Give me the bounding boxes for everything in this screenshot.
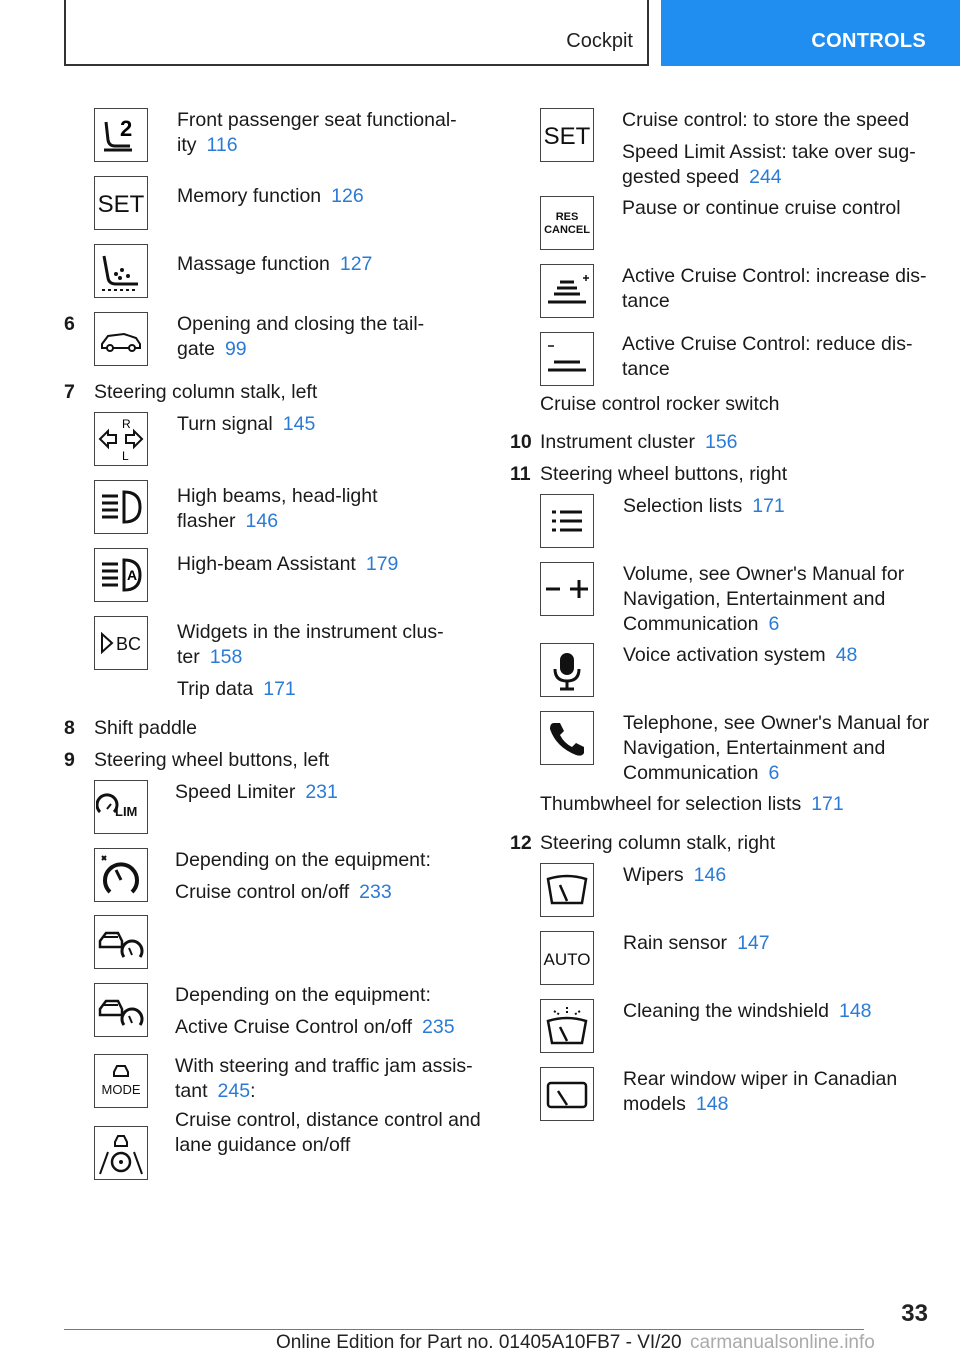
list-item [510,164,930,250]
list-item [510,831,930,856]
item-title: Steering wheel buttons, left [94,749,330,771]
svg-text:2: 2 [120,116,133,141]
left-column [64,108,484,1194]
list-item [510,332,930,386]
page-ref[interactable]: 148 [695,1093,729,1115]
seat-functionality-text: Front passenger seat functional-ity [177,109,457,156]
page-ref[interactable]: 158 [209,646,243,668]
svg-text:R: R [122,417,131,431]
svg-text:A: A [127,567,138,583]
lane-guidance-text: Cruise control, distance control and lane guidance on/off [175,1109,481,1156]
distance-increase-icon [540,264,594,318]
page-ref[interactable]: 145 [282,413,316,435]
list-item [510,392,930,417]
list-item [510,643,930,697]
list-item [64,176,484,230]
list-item [510,462,930,487]
list-item [510,1067,930,1121]
page-ref[interactable]: 146 [693,864,727,886]
footer-rule [64,1329,864,1330]
list-item [64,244,484,298]
edition-text: Online Edition for Part no. 01405A10FB7 - VI/20 [276,1332,682,1353]
right-column [510,108,930,1135]
page-ref[interactable]: 156 [704,431,738,453]
item-number: 7 [64,381,75,403]
auto-icon-label: AUTO [543,950,591,969]
mode-icon [94,1054,148,1108]
set-icon [94,176,148,230]
page-ref[interactable]: 171 [263,678,296,700]
item-number: 11 [510,463,531,485]
page-ref[interactable]: 146 [245,510,279,532]
microphone-icon [540,643,594,697]
res-label: RES [555,211,579,223]
page-ref[interactable]: 6 [768,762,780,784]
header-chapter: CONTROLS [811,30,926,52]
acc-text: Active Cruise Control on/off [175,1016,412,1038]
list-item [510,562,930,637]
page-ref[interactable]: 126 [331,185,364,207]
page-number: 33 [901,1300,928,1327]
page-ref[interactable]: 245 [217,1080,251,1102]
item-title: Steering wheel buttons, right [540,463,788,485]
list-item [510,931,930,985]
selection-lists-text: Selection lists [623,495,743,517]
mode-suffix: : [250,1080,256,1102]
set-icon-label: SET [543,123,591,150]
voice-text: Voice activation system [623,644,826,666]
list-item [510,430,930,455]
acc-reduce-text: Active Cruise Control: reduce dis-tance [622,333,913,380]
res-text: Pause or continue cruise control [622,197,901,219]
list-item [64,780,484,834]
list-item [64,548,484,602]
page-ref[interactable]: 99 [224,338,247,360]
trip-text: Trip data [177,678,254,700]
list-item [64,480,484,534]
acc-icon [94,915,148,969]
header-chapter-box [661,0,960,66]
auto-icon [540,931,594,985]
volume-text: Volume, see Owner's Manual for Navigation, Entertainment and Communication [623,563,905,635]
high-beam-assistant-icon [94,548,148,602]
page-ref[interactable]: 116 [206,134,238,156]
cancel-label: CANCEL [544,224,590,236]
list-item [64,616,484,702]
lim-icon-label: LIM [115,804,138,819]
lane-guidance-icon [94,1126,148,1180]
high-beam-text: High beams, head-light flasher [177,485,378,532]
cleaning-text: Cleaning the windshield [623,1000,829,1022]
page-ref[interactable]: 235 [422,1016,455,1038]
cruise-control-icon [94,848,148,902]
list-item [510,264,930,318]
watermark: carmanualsonline.info [690,1332,875,1353]
cc-text: Cruise control on/off [175,881,350,903]
header-section: Cockpit [566,30,633,52]
item-title: Steering column stalk, right [540,832,776,854]
seat-functionality-icon [94,108,148,162]
page-ref[interactable]: 244 [749,166,782,188]
rear-wiper-text: Rear window wiper in Canadian models [623,1068,898,1115]
acc-increase-text: Active Cruise Control: increase dis-tance [622,265,927,312]
list-item [64,983,484,1040]
turn-signal-text: Turn signal [177,413,273,435]
item-number: 10 [510,431,532,453]
list-item [64,412,484,466]
item-title: Instrument cluster [540,431,695,453]
item-number: 8 [64,717,75,739]
selection-list-icon [540,494,594,548]
massage-icon [94,244,148,298]
list-item [64,312,484,366]
set-icon [540,108,594,162]
memory-text: Memory function [177,185,322,207]
rear-wiper-icon [540,1067,594,1121]
list-item [64,1054,484,1108]
page-ref[interactable]: 148 [838,1000,872,1022]
page-ref[interactable]: 171 [811,793,844,815]
item-number: 9 [64,749,75,771]
telephone-icon [540,711,594,765]
list-item [64,1108,484,1180]
high-beam-icon [94,480,148,534]
page-ref[interactable]: 231 [305,781,338,803]
res-cancel-icon [540,196,594,250]
massage-text: Massage function [177,253,330,275]
telephone-text: Telephone, see Owner's Manual for Navigation, Entertainment and Communication [623,712,930,784]
list-item [510,863,930,917]
cc-note: Depending on the equipment: [175,849,431,871]
tailgate-icon [94,312,148,366]
rocker-text: Cruise control rocker switch [540,393,780,415]
item-title: Shift paddle [94,717,197,739]
set-store-text: Cruise control: to store the speed [622,109,910,131]
mode-icon-label: MODE [101,1082,141,1097]
page-ref[interactable]: 179 [365,553,399,575]
list-item [510,792,930,817]
list-item [64,848,484,905]
hba-text: High-beam Assistant [177,553,356,575]
list-item [64,716,484,741]
thumbwheel-text: Thumbwheel for selection lists [540,793,802,815]
speed-limiter-text: Speed Limiter [175,781,296,803]
volume-icon [540,562,594,616]
page-ref[interactable]: 127 [339,253,373,275]
page-ref[interactable]: 147 [737,932,770,954]
distance-reduce-icon [540,332,594,386]
set-limit-text: Speed Limit Assist: take over sug-gested speed [622,141,916,188]
widgets-text: Widgets in the instrument clus-ter [177,621,444,668]
svg-text:L: L [122,449,129,463]
item-number: 12 [510,832,532,854]
bc-icon [94,616,148,670]
list-item [64,915,484,969]
header-section-box [64,0,649,66]
set-icon-label: SET [97,191,145,218]
list-item [64,108,484,162]
acc-note: Depending on the equipment: [175,984,431,1006]
acc-icon [94,983,148,1037]
bc-icon-label: BC [116,634,142,654]
mode-text: With steering and traffic jam assis-tant [175,1055,473,1102]
wipers-text: Wipers [623,864,684,886]
list-item [510,494,930,548]
wiper-icon [540,863,594,917]
speed-limiter-icon [94,780,148,834]
item-title: Steering column stalk, left [94,381,318,403]
page-ref[interactable]: 233 [359,881,392,903]
page-ref[interactable]: 6 [768,613,780,635]
page-ref[interactable]: 171 [752,495,785,517]
list-item [64,748,484,773]
rain-sensor-text: Rain sensor [623,932,728,954]
turn-signal-icon [94,412,148,466]
list-item [510,999,930,1053]
list-item [510,711,930,786]
list-item [64,380,484,405]
item-number: 6 [64,313,75,335]
tailgate-text: Opening and closing the tail-gate [177,313,425,360]
washer-icon [540,999,594,1053]
page-ref[interactable]: 48 [835,644,858,666]
